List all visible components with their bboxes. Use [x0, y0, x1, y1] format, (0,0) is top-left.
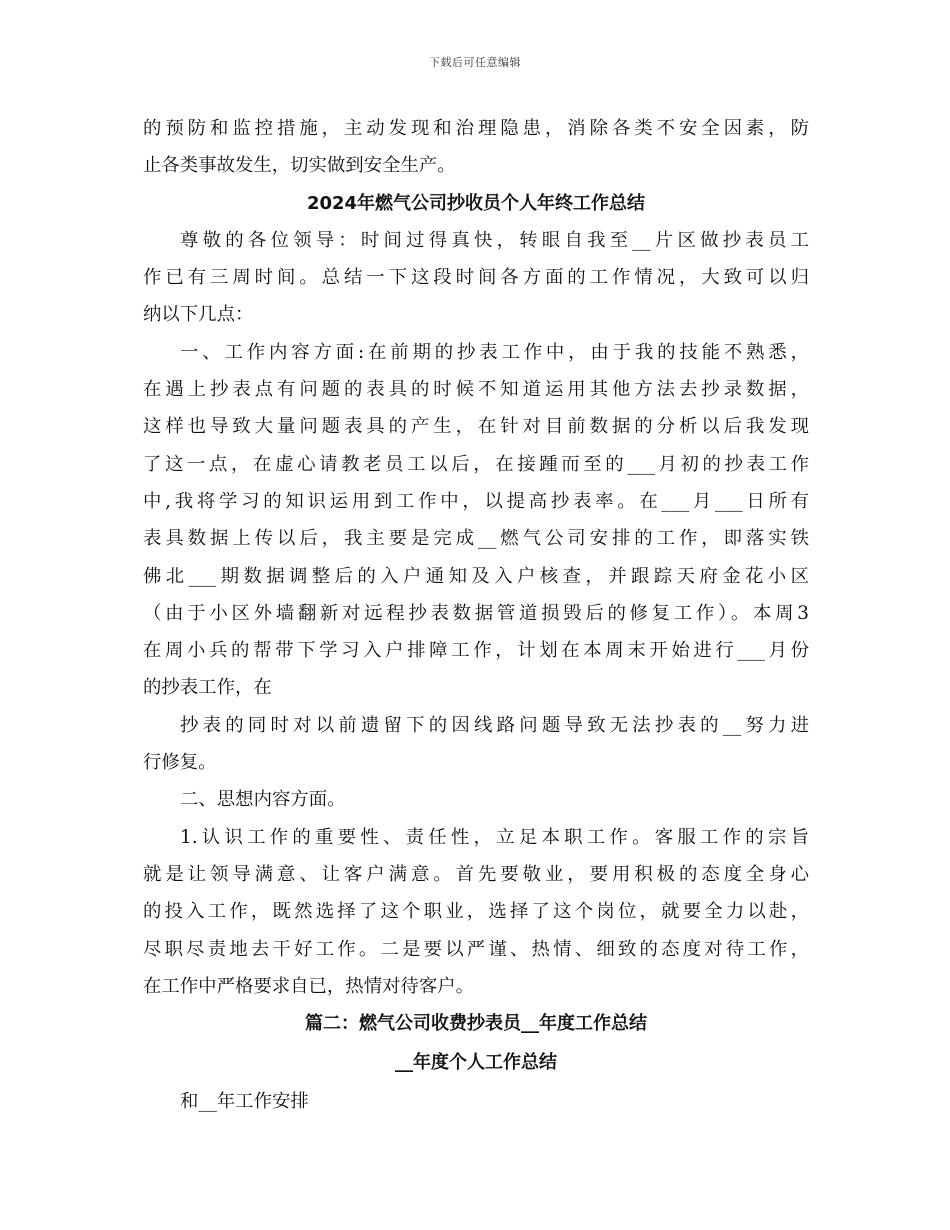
document-title: 2024年燃气公司抄收员个人年终工作总结: [306, 192, 646, 214]
document-body: [143, 110, 809, 1120]
section1-line: 表具数据上传以后，我主要是完成__燃气公司安排的工作，即落实铁: [143, 528, 809, 550]
intro-line: 止各类事故发生，切实做到安全生产。: [143, 155, 456, 177]
section1-line: 的抄表工作，在: [143, 677, 272, 699]
chapter-title: 篇二：燃气公司收费抄表员__年度工作总结: [305, 1013, 647, 1035]
greeting-line: 纳以下几点：: [143, 304, 254, 326]
section1-line: 中,我将学习的知识运用到工作中，以提高抄表率。在___月___日所有: [143, 490, 809, 512]
greeting-line: 作已有三周时间。总结一下这段时间各方面的工作情况，大致可以归: [143, 267, 809, 289]
section1-line: （由于小区外墙翻新对远程抄表数据管道损毁后的修复工作）。本周3: [143, 602, 809, 624]
section1-continued-line: 行修复。: [143, 752, 217, 774]
section2-line: 在工作中严格要求自已，热情对待客户。: [143, 975, 475, 997]
section1-line: 一、工作内容方面:在前期的抄表工作中，由于我的技能不熟悉，: [180, 341, 809, 363]
page-header-note: 下载后可任意编辑: [429, 56, 521, 69]
section2-line: 尽职尽责地去干好工作。二是要以严谨、热情、细致的态度对待工作，: [143, 938, 809, 960]
intro-line: 的预防和监控措施，主动发现和治理隐患，消除各类不安全因素，防: [143, 118, 809, 139]
greeting-line: 尊敬的各位领导：时间过得真快，转眼自我至__片区做抄表员工: [180, 229, 809, 251]
section2-line: 就是让领导满意、让客户满意。首先要敬业，要用积极的态度全身心: [143, 863, 809, 885]
section2-line: 1.认识工作的重要性、责任性，立足本职工作。客服工作的宗旨: [180, 826, 809, 848]
section1-continued-line: 抄表的同时对以前遗留下的因线路问题导致无法抄表的__努力进: [180, 714, 809, 736]
section1-line: 在周小兵的帮带下学习入户排障工作，计划在本周末开始进行___月份: [143, 640, 809, 662]
chapter-subtitle: __年度个人工作总结: [395, 1052, 557, 1074]
closing-line: 和__年工作安排: [180, 1091, 309, 1113]
section1-line: 这样也导致大量问题表具的产生，在针对目前数据的分析以后我发现: [143, 416, 809, 438]
section2-heading: 二、思想内容方面。: [180, 789, 346, 811]
section1-line: 了这一点，在虚心请教老员工以后，在接踵而至的___月初的抄表工作: [143, 453, 809, 475]
section1-line: 在遇上抄表点有问题的表具的时候不知道运用其他方法去抄录数据，: [143, 379, 809, 401]
section1-line: 佛北___期数据调整后的入户通知及入户核查，并跟踪天府金花小区: [143, 565, 809, 587]
section2-line: 的投入工作，既然选择了这个职业，选择了这个岗位，就要全力以赴，: [143, 901, 809, 923]
